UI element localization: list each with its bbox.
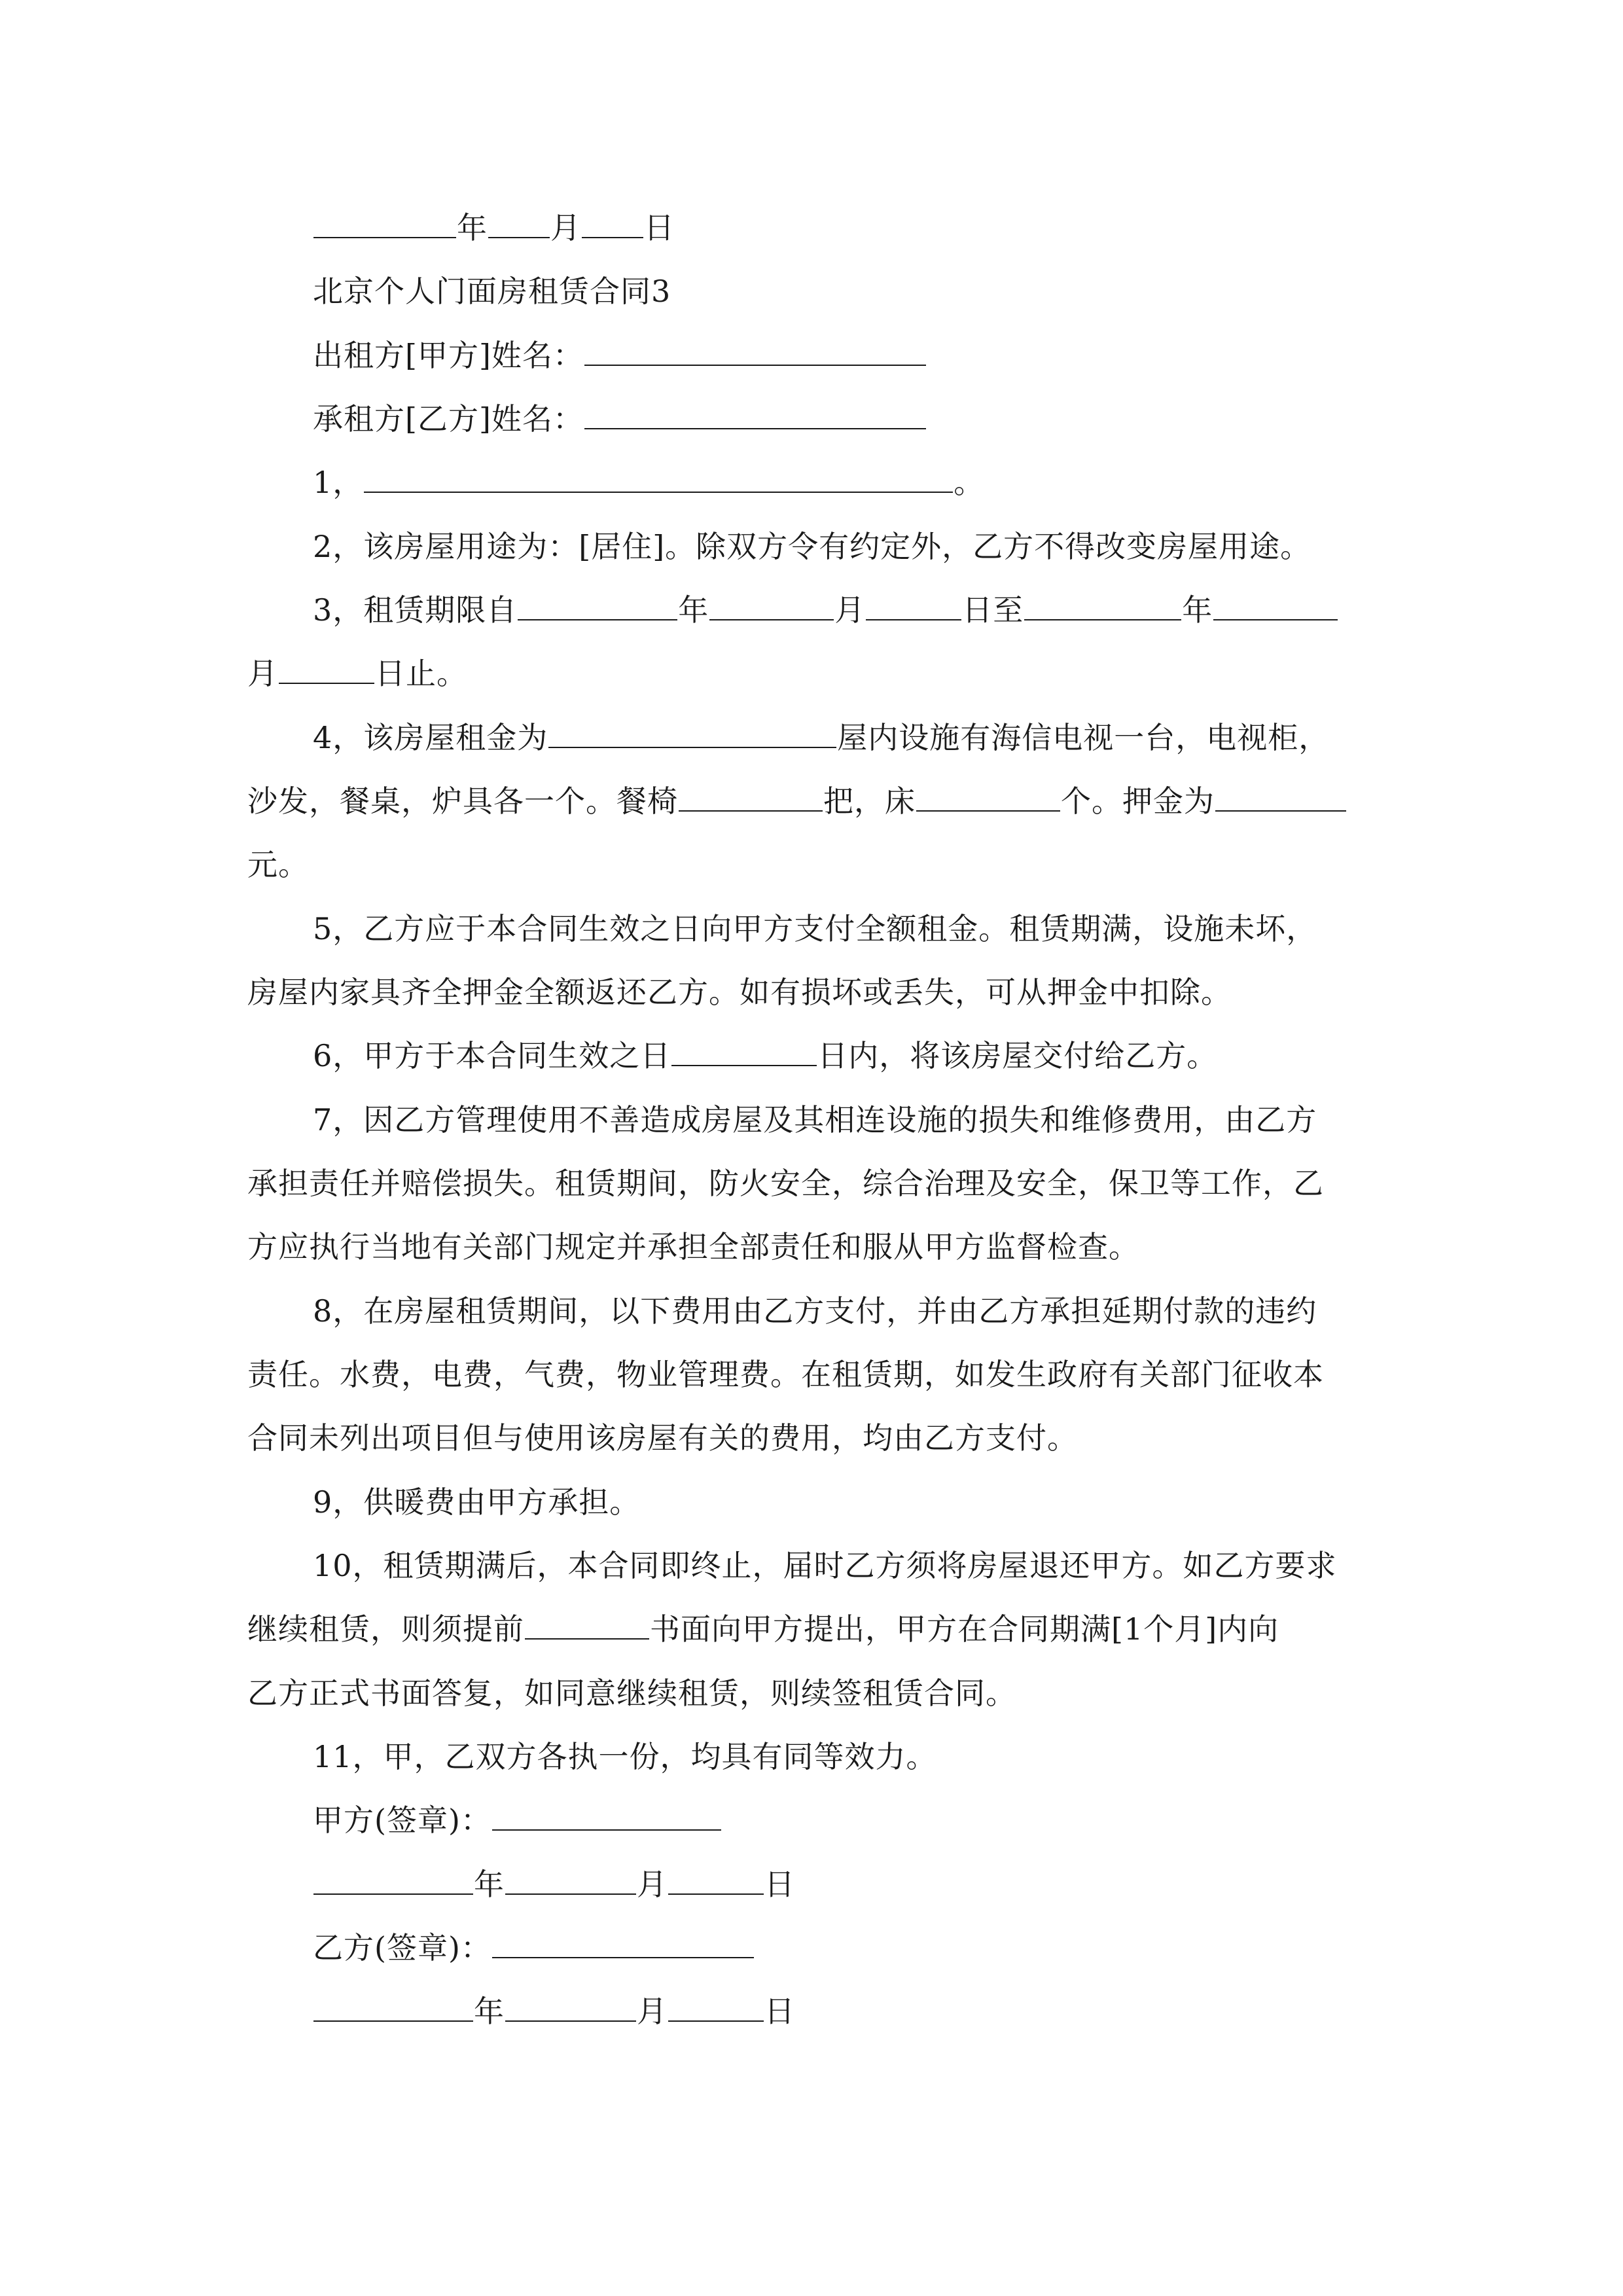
clause-10-line1: 10，租赁期满后，本合同即终止，届时乙方须将房屋退还甲方。如乙方要求 <box>313 1548 1337 1583</box>
date-line-top: 年 月 日 <box>313 208 675 247</box>
clause-10-line2: 继续租赁，则须提前 书面向甲方提出，甲方在合同期满[1个月]内向 <box>247 1611 1279 1647</box>
clause-6: 6，甲方于本合同生效之日 日内，将该房屋交付给乙方。 <box>313 1038 1218 1073</box>
party-b-date-line: 年 月 日 <box>313 1992 795 2031</box>
clause-1: 1， 。 <box>313 465 985 500</box>
clause-4-line2: 沙发，餐桌，炉具各一个。餐椅 把，床 个。押金为 <box>247 781 1347 821</box>
clause-9: 9，供暖费由甲方承担。 <box>313 1484 641 1520</box>
clause-7-line2: 承担责任并赔偿损失。租赁期间，防火安全，综合治理及安全，保卫等工作，乙 <box>247 1166 1324 1201</box>
clause-5-line1: 5，乙方应于本合同生效之日向甲方支付全额租金。租赁期满，设施未坏， <box>313 911 1317 946</box>
lessor-name-line: 出租方[甲方]姓名： <box>313 336 927 375</box>
document-title: 北京个人门面房租赁合同3 <box>313 274 671 309</box>
clause-11: 11，甲，乙双方各执一份，均具有同等效力。 <box>313 1739 937 1774</box>
party-b-signature-line: 乙方(签章)： <box>313 1928 755 1967</box>
lessee-name-line: 承租方[乙方]姓名： <box>313 399 927 439</box>
clause-8-line1: 8，在房屋租赁期间，以下费用由乙方支付，并由乙方承担延期付款的违约 <box>313 1293 1317 1329</box>
clause-5-line2: 房屋内家具齐全押金全额返还乙方。如有损坏或丢失，可从押金中扣除。 <box>247 975 1232 1010</box>
clause-2: 2，该房屋用途为：[居住]。除双方令有约定外，乙方不得改变房屋用途。 <box>313 529 1311 564</box>
clause-3-line2: 月 日止。 <box>247 656 467 691</box>
clause-3-line1: 3，租赁期限自 年 月 日至 年 <box>313 590 1338 630</box>
clause-8-line3: 合同未列出项目但与使用该房屋有关的费用，均由乙方支付。 <box>247 1420 1078 1456</box>
clause-7-line1: 7，因乙方管理使用不善造成房屋及其相连设施的损失和维修费用，由乙方 <box>313 1102 1317 1138</box>
clause-4-line3: 元。 <box>247 847 309 882</box>
clause-10-line3: 乙方正式书面答复，如同意继续租赁，则续签租赁合同。 <box>247 1676 1016 1711</box>
clause-4-line1: 4，该房屋租金为 屋内设施有海信电视一台，电视柜， <box>313 720 1330 755</box>
clause-8-line2: 责任。水费，电费，气费，物业管理费。在租赁期，如发生政府有关部门征收本 <box>247 1357 1324 1392</box>
party-a-date-line: 年 月 日 <box>313 1865 795 1904</box>
clause-7-line3: 方应执行当地有关部门规定并承担全部责任和服从甲方监督检查。 <box>247 1229 1139 1265</box>
party-a-signature-line: 甲方(签章)： <box>313 1801 722 1840</box>
